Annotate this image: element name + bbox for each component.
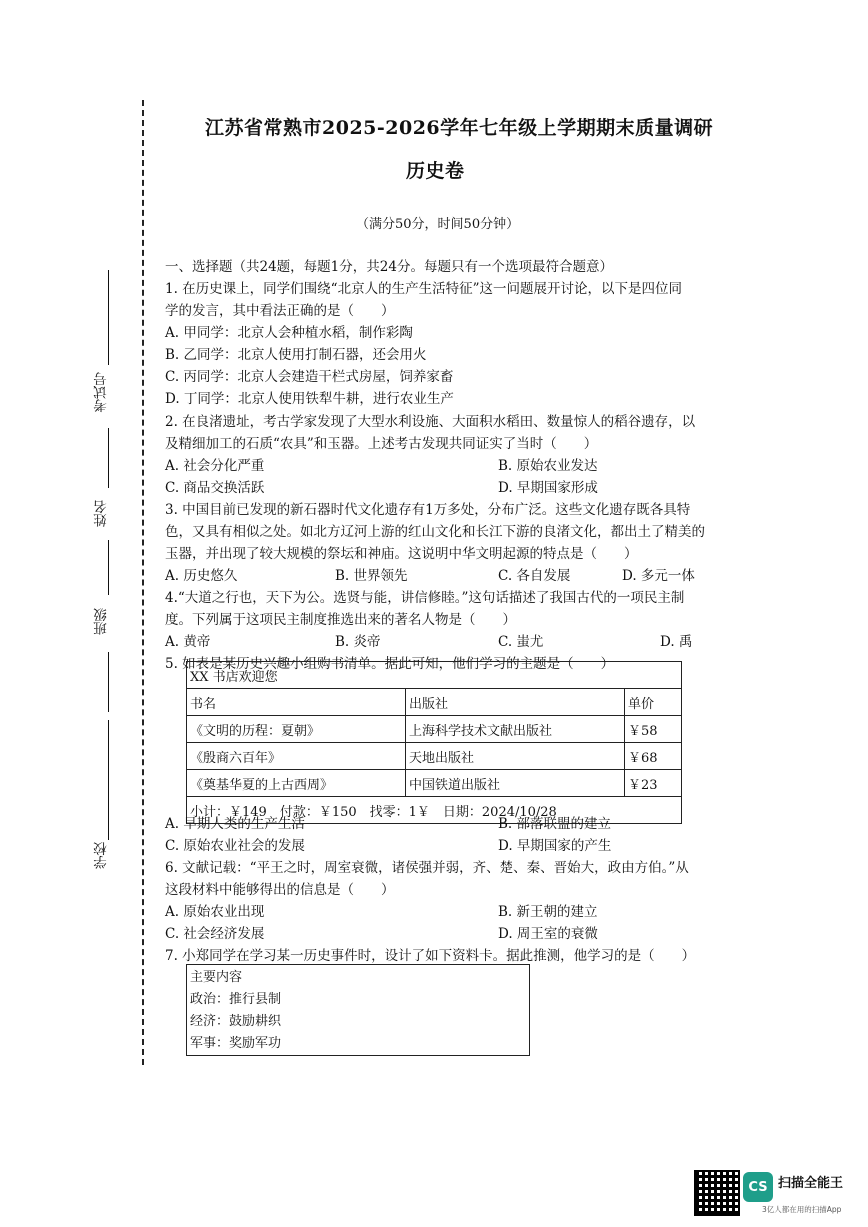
q2-stem-1: 2. 在良渚遗址，考古学家发现了大型水利设施、大面积水稻田、数量惊人的稻谷遗存，以 — [165, 414, 696, 430]
q5-book-table — [186, 661, 682, 824]
q4-stem-1: 4.“大道之行也，天下为公。选贤与能，讲信修睦。”这句话描述了我国古代的一项民主制 — [165, 590, 685, 606]
q4-stem-2: 度。下列属于这项民主制度推选出来的著名人物是（ ） — [165, 612, 516, 628]
school-blank — [108, 720, 109, 840]
table-title: XX 书店欢迎您 — [187, 662, 682, 689]
class-label: 班级 — [94, 608, 110, 635]
table-cell: 《殷商六百年》 — [187, 743, 406, 770]
q5-option-c: C. 原始农业社会的发展 — [165, 838, 305, 854]
q4-option-a: A. 黄帝 — [165, 634, 211, 650]
q6-stem-2: 这段材料中能够得出的信息是（ ） — [165, 882, 395, 898]
table-cell: 《文明的历程：夏朝》 — [187, 716, 406, 743]
scanner-brand: 扫描全能王 — [778, 1176, 844, 1191]
class-blank-2 — [108, 652, 109, 712]
exam-subtitle: 历史卷 — [406, 160, 465, 182]
q6-option-c: C. 社会经济发展 — [165, 926, 265, 942]
q6-option-d: D. 周王室的衰微 — [498, 926, 598, 942]
q2-option-c: C. 商品交换活跃 — [165, 480, 265, 496]
q7-stem: 7. 小郑同学在学习某一历史事件时，设计了如下资料卡。据此推测，他学习的是（ ） — [165, 948, 696, 964]
qr-code-icon — [694, 1170, 740, 1216]
q2-option-d: D. 早期国家形成 — [498, 480, 598, 496]
card-line: 政治：推行县制 — [190, 992, 282, 1007]
q4-option-c: C. 蚩尤 — [498, 634, 544, 650]
q4-option-b: B. 炎帝 — [335, 634, 381, 650]
q7-info-card — [186, 964, 530, 1056]
q5-option-a: A. 早期人类的生产生活 — [165, 816, 305, 832]
q3-option-c: C. 各自发展 — [498, 568, 571, 584]
name-label: 姓名 — [94, 500, 110, 527]
q1-stem-1: 1. 在历史课上，同学们围绕“北京人的生产生活特征”这一问题展开讨论，以下是四位同 — [165, 281, 682, 297]
camscanner-logo-icon: CS — [743, 1172, 773, 1202]
q6-option-b: B. 新王朝的建立 — [498, 904, 598, 920]
q3-stem-1: 3. 中国目前已发现的新石器时代文化遗存有1万多处，分布广泛。这些文化遗存既各具特 — [165, 502, 691, 518]
q3-option-d: D. 多元一体 — [622, 568, 695, 584]
q5-stem: 5. 如表是某历史兴趣小组购书清单。据此可知，他们学习的主题是（ ） — [165, 656, 615, 672]
class-blank — [108, 540, 109, 595]
table-header: 书名 — [187, 689, 406, 716]
table-cell: 上海科学技术文献出版社 — [406, 716, 625, 743]
card-line: 主要内容 — [190, 970, 243, 985]
card-line: 经济：鼓励耕织 — [190, 1014, 282, 1029]
table-header: 单价 — [625, 689, 682, 716]
card-line: 军事：奖励军功 — [190, 1036, 282, 1051]
table-footer: 小计：￥149 付款：￥150 找零：1￥ 日期：2024/10/28 — [187, 797, 682, 824]
table-row — [187, 716, 682, 743]
table-header: 出版社 — [406, 689, 625, 716]
school-label: 学校 — [94, 842, 110, 869]
binding-dashed-line — [142, 100, 144, 1065]
q2-stem-2: 及精细加工的石质“农具”和玉器。上述考古发现共同证实了当时（ ） — [165, 436, 598, 452]
scanner-tagline: 3亿人都在用的扫描App — [762, 1205, 842, 1214]
exam-title: 江苏省常熟市2025-2026学年七年级上学期期末质量调研 — [205, 117, 714, 139]
q4-option-d: D. 禹 — [660, 634, 693, 650]
score-time-note: （满分50分，时间50分钟） — [356, 217, 520, 232]
q5-option-b: B. 部落联盟的建立 — [498, 816, 612, 832]
table-cell: ￥58 — [625, 716, 682, 743]
q1-option-d: D. 丁同学：北京人使用铁犁牛耕，进行农业生产 — [165, 391, 454, 407]
q1-option-c: C. 丙同学：北京人会建造干栏式房屋，饲养家畜 — [165, 369, 454, 385]
q5-option-d: D. 早期国家的产生 — [498, 838, 612, 854]
q3-stem-3: 玉器，并出现了较大规模的祭坛和神庙。这说明中华文明起源的特点是（ ） — [165, 546, 638, 562]
q1-option-b: B. 乙同学：北京人使用打制石器，还会用火 — [165, 347, 427, 363]
table-row — [187, 743, 682, 770]
table-cell: 中国铁道出版社 — [406, 770, 625, 797]
q2-option-a: A. 社会分化严重 — [165, 458, 265, 474]
section-heading: 一、选择题（共24题，每题1分，共24分。每题只有一个选项最符合题意） — [165, 259, 613, 275]
exam-no-label: 考试号 — [94, 372, 110, 413]
q1-stem-2: 学的发言，其中看法正确的是（ ） — [165, 303, 395, 319]
q6-option-a: A. 原始农业出现 — [165, 904, 265, 920]
q1-option-a: A. 甲同学：北京人会种植水稻，制作彩陶 — [165, 325, 413, 341]
exam-no-blank — [108, 270, 109, 365]
table-cell: ￥68 — [625, 743, 682, 770]
table-cell: 《奠基华夏的上古西周》 — [187, 770, 406, 797]
table-cell: 天地出版社 — [406, 743, 625, 770]
q6-stem-1: 6. 文献记载：“平王之时，周室衰微，诸侯强并弱，齐、楚、秦、晋始大，政由方伯。”从 — [165, 860, 689, 876]
q2-option-b: B. 原始农业发达 — [498, 458, 598, 474]
table-row — [187, 770, 682, 797]
q3-option-a: A. 历史悠久 — [165, 568, 238, 584]
table-header-row — [187, 689, 682, 716]
table-cell: ￥23 — [625, 770, 682, 797]
name-blank — [108, 428, 109, 488]
q3-stem-2: 色，又具有相似之处。如北方辽河上游的红山文化和长江下游的良渚文化，都出土了精美的 — [165, 524, 705, 540]
q3-option-b: B. 世界领先 — [335, 568, 408, 584]
